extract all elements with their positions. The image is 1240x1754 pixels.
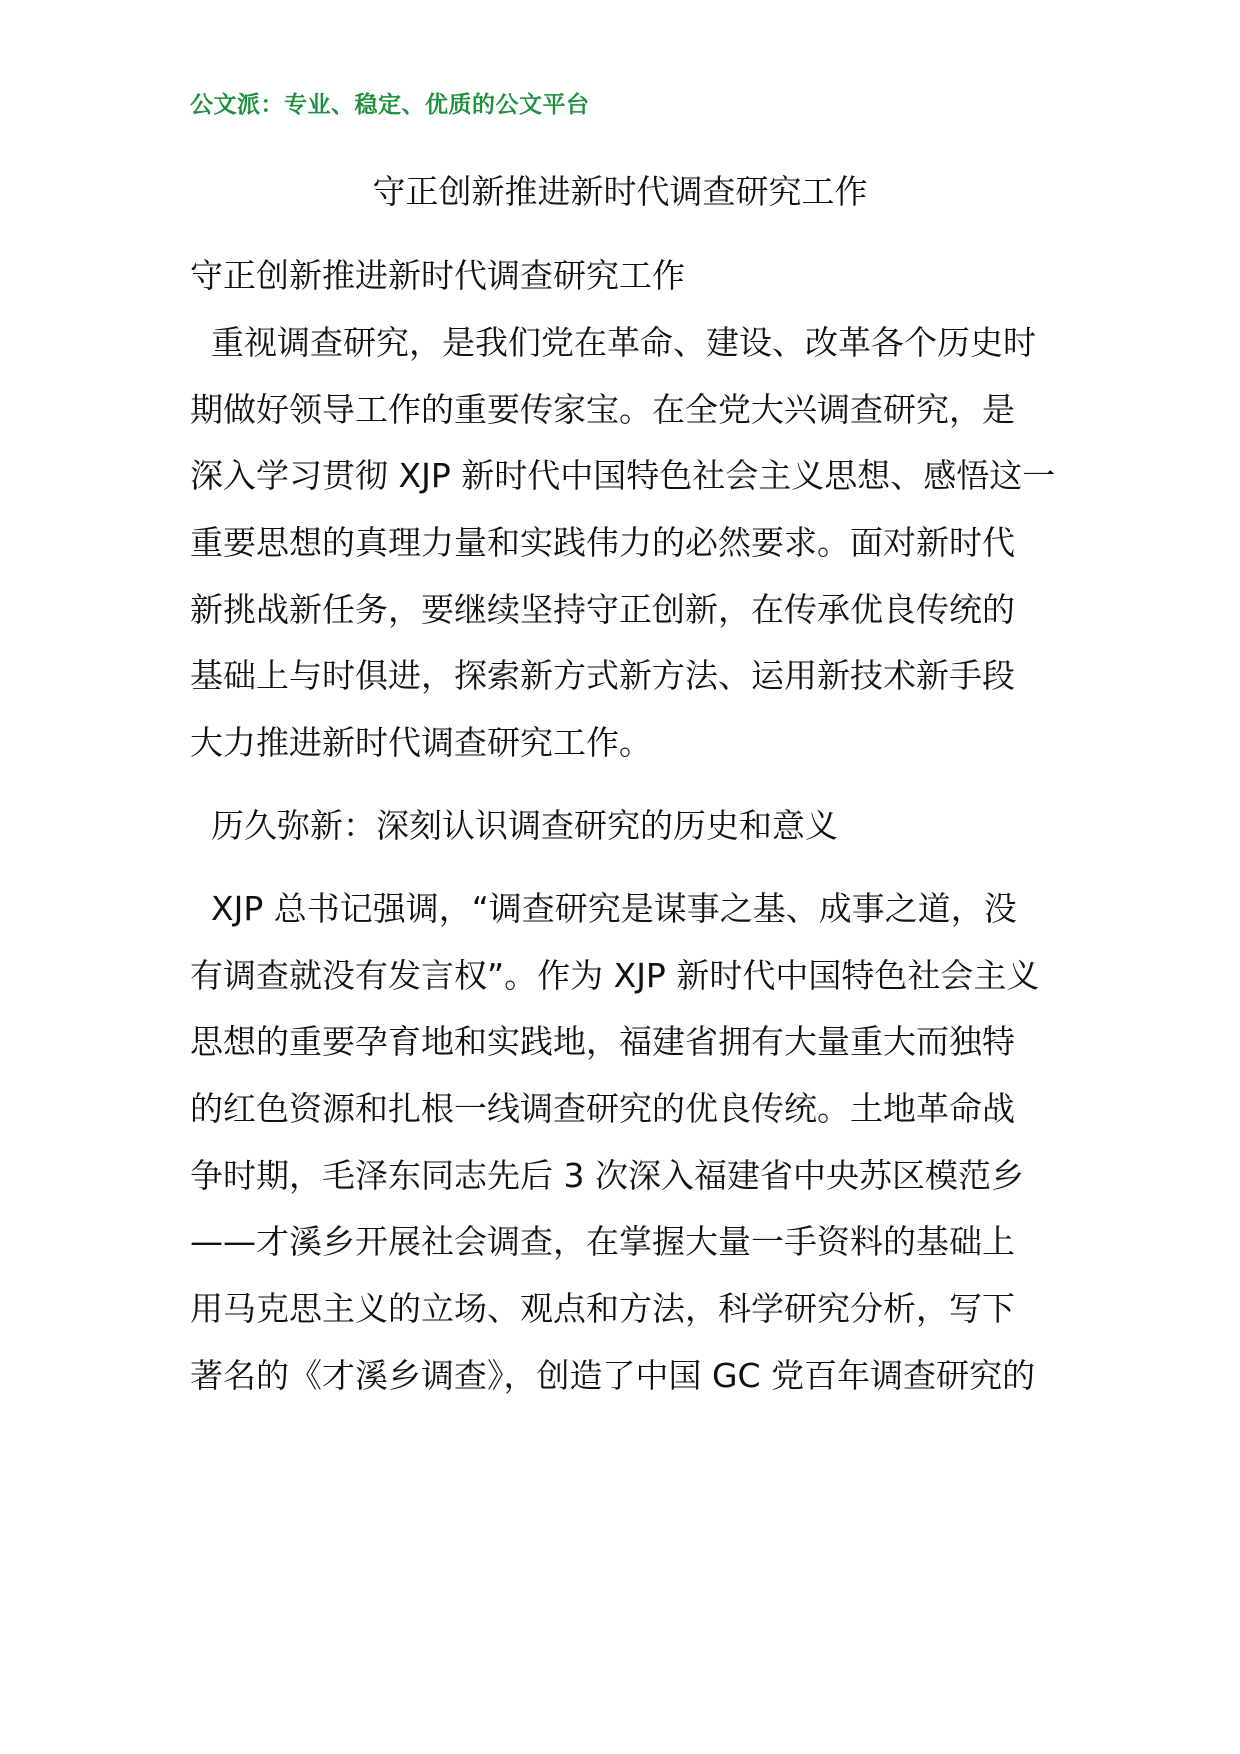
header-brand: 公文派：专业、稳定、优质的公文平台 — [190, 92, 590, 118]
document-subtitle: 守正创新推进新时代调查研究工作 — [190, 256, 685, 295]
body-line: 用马克思主义的立场、观点和方法，科学研究分析，写下 — [190, 1289, 1015, 1328]
body-line: 基础上与时俱进，探索新方式新方法、运用新技术新手段 — [190, 656, 1015, 695]
body-line: 的红色资源和扎根一线调查研究的优良传统。土地革命战 — [190, 1089, 1015, 1128]
document-title: 守正创新推进新时代调查研究工作 — [372, 172, 868, 211]
body-line: 著名的《才溪乡调查》，创造了中国 GC 党百年调查研究的 — [190, 1356, 1036, 1395]
section-heading: 历久弥新：深刻认识调查研究的历史和意义 — [190, 806, 838, 845]
body-line: 争时期，毛泽东同志先后 3 次深入福建省中央苏区模范乡 — [190, 1156, 1024, 1195]
body-line: ——才溪乡开展社会调查，在掌握大量一手资料的基础上 — [190, 1222, 1015, 1261]
body-line: 深入学习贯彻 XJP 新时代中国特色社会主义思想、感悟这一 — [190, 456, 1056, 495]
body-line: 有调查就没有发言权”。作为 XJP 新时代中国特色社会主义 — [190, 956, 1040, 995]
body-line: 思想的重要孕育地和实践地，福建省拥有大量重大而独特 — [190, 1022, 1015, 1061]
body-line: 新挑战新任务，要继续坚持守正创新，在传承优良传统的 — [190, 590, 1015, 629]
body-line: XJP 总书记强调，“调查研究是谋事之基、成事之道，没 — [190, 889, 1017, 928]
body-line: 期做好领导工作的重要传家宝。在全党大兴调查研究，是 — [190, 390, 1015, 429]
body-line: 重视调查研究，是我们党在革命、建设、改革各个历史时 — [190, 323, 1036, 362]
body-line: 大力推进新时代调查研究工作。 — [190, 723, 652, 762]
body-line: 重要思想的真理力量和实践伟力的必然要求。面对新时代 — [190, 523, 1015, 562]
